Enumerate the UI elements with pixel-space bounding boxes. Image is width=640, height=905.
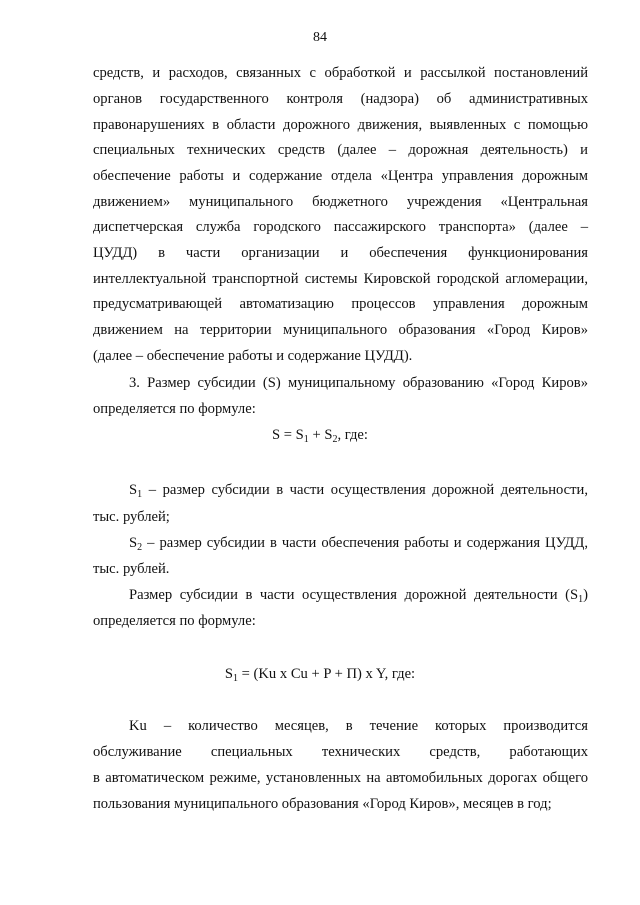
paragraph-line: движением» муниципального бюджетного учреждения «Центральная bbox=[93, 194, 588, 210]
definition-ku: Ku – количество месяцев, в течение которых производится bbox=[129, 718, 588, 734]
formula-total-subsidy: $S = S_1 + S_2$, где: bbox=[272, 427, 368, 445]
paragraph-line: интеллектуальной транспортной системы Кировской городской агломерации, bbox=[93, 271, 588, 287]
paragraph-line: средств, и расходов, связанных с обработкой и рассылкой постановлений bbox=[93, 65, 588, 81]
definition-s1: $S_1$ – размер субсидии в части осуществления дорожной деятельности, bbox=[129, 482, 588, 500]
paragraph-line: обеспечение работы и содержание отдела «Центра управления дорожным bbox=[93, 168, 588, 184]
paragraph-line: 3. Размер субсидии (S) муниципальному образованию «Город Киров» bbox=[129, 375, 588, 391]
paragraph-line: диспетчерская служба городского пассажирского транспорта» (далее – bbox=[93, 219, 588, 235]
paragraph-line: движением на территории муниципального образования «Город Киров» bbox=[93, 322, 588, 338]
paragraph-line: определяется по формуле: bbox=[93, 613, 256, 629]
paragraph-line: предусматривающей автоматизацию процессов управления дорожным bbox=[93, 296, 588, 312]
paragraph-line: Размер субсидии в части осуществления дорожной деятельности $(S_1)$ bbox=[129, 587, 588, 605]
paragraph-line: пользования муниципального образования «Город Киров», месяцев в год; bbox=[93, 796, 552, 812]
paragraph-line: специальных технических средств (далее – дорожная деятельность) и bbox=[93, 142, 588, 158]
paragraph-line: ЦУДД) в части организации и обеспечения функционирования bbox=[93, 245, 588, 261]
definition-s2: $S_2$ – размер субсидии в части обеспечения работы и содержания ЦУДД, bbox=[129, 535, 588, 553]
paragraph-line: в автоматическом режиме, установленных на автомобильных дорогах общего bbox=[93, 770, 588, 786]
paragraph-line: тыс. рублей; bbox=[93, 509, 170, 525]
formula-s1: $S_1 = (Ku$ x Cu + P + П) x Y, где: bbox=[224, 666, 416, 684]
paragraph-line: тыс. рублей. bbox=[93, 561, 170, 577]
paragraph-line: органов государственного контроля (надзора) об административных bbox=[93, 91, 588, 107]
paragraph-line: определяется по формуле: bbox=[93, 401, 256, 417]
page-number: 84 bbox=[313, 30, 327, 45]
paragraph-line: правонарушениях в области дорожного движения, выявленных с помощью bbox=[93, 117, 588, 133]
paragraph-line: обслуживание специальных технических средств, работающих bbox=[93, 744, 588, 760]
paragraph-line: (далее – обеспечение работы и содержание ЦУДД). bbox=[93, 348, 413, 364]
